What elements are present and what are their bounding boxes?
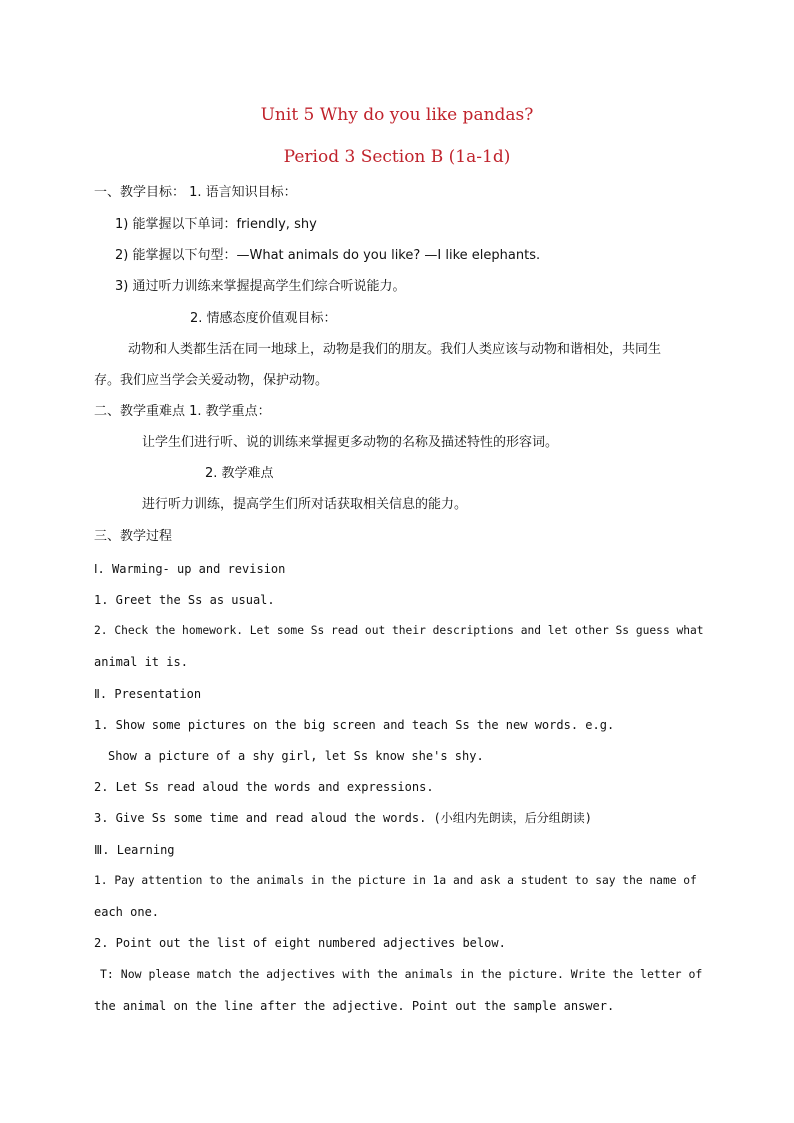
step-line: 3. Give Ss some time and read aloud the words. (小组内先朗读，后分组朗读) bbox=[94, 811, 593, 825]
objectives-heading: 一、教学目标： 1. 语言知识目标： bbox=[94, 185, 297, 200]
step-line: animal it is. bbox=[94, 655, 188, 669]
difficulties-paragraph: 进行听力训练，提高学生们所对话获取相关信息的能力。 bbox=[142, 497, 468, 512]
step-line: 2. Point out the list of eight numbered adjectives below. bbox=[94, 936, 506, 950]
key-points-heading: 二、教学重难点 1. 教学重点： bbox=[94, 404, 271, 419]
section-warming-up: Ⅰ. Warming- up and revision bbox=[94, 562, 286, 576]
step-line: 1. Show some pictures on the big screen and teach Ss the new words. e.g. bbox=[94, 718, 615, 732]
document-title: Unit 5 Why do you like pandas? bbox=[260, 105, 534, 125]
process-heading: 三、教学过程 bbox=[94, 529, 173, 544]
step-line: 2. Check the homework. Let some Ss read out their descriptions and let other Ss guess what bbox=[94, 624, 704, 637]
attitude-paragraph-line-2: 存。我们应当学会关爱动物，保护动物。 bbox=[94, 373, 329, 388]
step-line: the animal on the line after the adjective. Point out the sample answer. bbox=[94, 999, 615, 1013]
objective-item-2: 2) 能掌握以下句型：—What animals do you like? —I like elephants. bbox=[115, 248, 541, 263]
step-line: each one. bbox=[94, 905, 160, 919]
objective-item-1: 1) 能掌握以下单词：friendly, shy bbox=[115, 217, 317, 232]
attitude-heading: 2. 情感态度价值观目标： bbox=[190, 311, 337, 326]
section-learning: Ⅲ. Learning bbox=[94, 843, 175, 857]
step-line: 1. Pay attention to the animals in the picture in 1a and ask a student to say the name of bbox=[94, 874, 697, 887]
step-line: 2. Let Ss read aloud the words and expressions. bbox=[94, 780, 434, 794]
section-presentation: Ⅱ. Presentation bbox=[94, 687, 202, 701]
step-line: 1. Greet the Ss as usual. bbox=[94, 593, 275, 607]
document-subtitle: Period 3 Section B (1a-1d) bbox=[283, 147, 511, 167]
difficulties-heading: 2. 教学难点 bbox=[205, 466, 274, 481]
step-line: T: Now please match the adjectives with the animals in the picture. Write the letter of bbox=[100, 967, 703, 981]
step-line: Show a picture of a shy girl, let Ss know she's shy. bbox=[108, 749, 484, 763]
key-points-paragraph: 让学生们进行听、说的训练来掌握更多动物的名称及描述特性的形容词。 bbox=[142, 435, 559, 450]
objective-item-3: 3) 通过听力训练来掌握提高学生们综合听说能力。 bbox=[115, 279, 406, 294]
attitude-paragraph-line-1: 动物和人类都生活在同一地球上，动物是我们的朋友。我们人类应该与动物和谐相处，共同生 bbox=[128, 342, 662, 357]
